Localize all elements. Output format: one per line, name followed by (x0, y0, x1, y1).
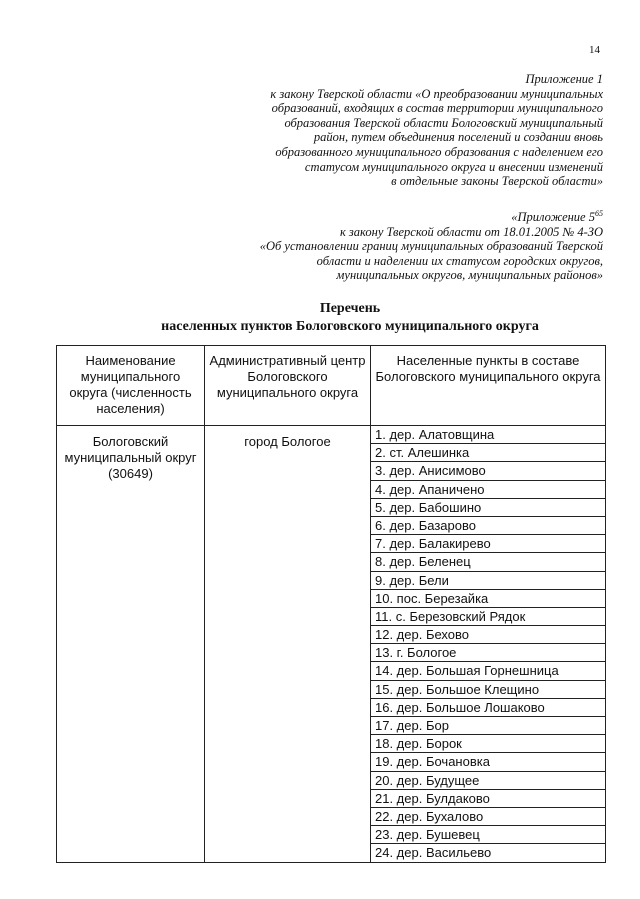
list-item: 3. дер. Анисимово (371, 462, 605, 480)
center-cell: город Бологое (205, 426, 371, 863)
annex-1-line: к закону Тверской области «О преобразовании муниципальных (270, 86, 603, 101)
header-district: Наименование муниципального округа (численность населения) (57, 346, 205, 426)
title-line-2: населенных пунктов Бологовского муниципального округа (161, 319, 539, 334)
settlements-table (56, 345, 606, 863)
document-title (100, 300, 600, 336)
header-settlements: Населенные пункты в составе Бологовского муниципального округа (371, 346, 606, 426)
annex-2-reference (223, 210, 603, 283)
list-item: 21. дер. Булдаково (371, 790, 605, 808)
page-number: 14 (589, 44, 600, 56)
list-item: 9. дер. Бели (371, 572, 605, 590)
list-item: 22. дер. Бухалово (371, 808, 605, 826)
header-center: Административный центр Бологовского муниципального округа (205, 346, 371, 426)
list-item: 24. дер. Васильево (375, 845, 492, 861)
annex-2-heading (223, 210, 603, 225)
annex-2-line: области и наделении их статусом городских округов, (316, 253, 603, 268)
list-item: 8. дер. Беленец (371, 553, 605, 571)
annex-2-heading-sup: 65 (595, 208, 603, 218)
list-item: 13. г. Бологое (371, 644, 605, 662)
list-item: 17. дер. Бор (371, 717, 605, 735)
annex-2-heading-text: «Приложение 5 (511, 210, 595, 224)
table-header-row (57, 346, 606, 426)
title-line-1: Перечень (319, 301, 381, 316)
list-item: 20. дер. Будущее (371, 772, 605, 790)
list-item: 15. дер. Большое Клещино (371, 681, 605, 699)
list-item: 11. с. Березовский Рядок (371, 608, 605, 626)
settlements-list (371, 426, 605, 862)
annex-1-line: Приложение 1 (525, 72, 603, 86)
list-item: 2. ст. Алешинка (371, 444, 605, 462)
list-item: 23. дер. Бушевец (371, 826, 605, 844)
annex-1-line: образованного муниципального образования с наделением его (275, 144, 603, 159)
list-item: 12. дер. Бехово (371, 626, 605, 644)
annex-2-line: «Об установлении границ муниципальных образований Тверской (259, 239, 603, 254)
district-cell: Бологовский муниципальный округ (30649) (57, 426, 205, 863)
table-row (57, 426, 606, 863)
annex-1-line: в отдельные законы Тверской области» (391, 174, 603, 189)
list-item: 6. дер. Базарово (371, 517, 605, 535)
list-item: 7. дер. Балакирево (371, 535, 605, 553)
list-item: 1. дер. Алатовщина (371, 426, 605, 444)
list-item: 4. дер. Апаничено (371, 481, 605, 499)
list-item: 10. пос. Березайка (371, 590, 605, 608)
annex-1-line: статусом муниципального округа и внесении изменений (304, 159, 603, 174)
list-item: 19. дер. Бочановка (371, 753, 605, 771)
list-item: 14. дер. Большая Горнешница (371, 662, 605, 680)
annex-2-line: к закону Тверской области от 18.01.2005 № 4-ЗО (339, 224, 603, 239)
list-item: 16. дер. Большое Лошаково (371, 699, 605, 717)
settlements-cell (371, 426, 606, 863)
annex-1-line: образований, входящих в состав территории муниципального (271, 101, 603, 116)
annex-1-reference (223, 72, 603, 189)
annex-2-line: муниципальных округов, муниципальных районов» (336, 268, 603, 283)
annex-1-line: район, путем объединения поселений и создании вновь (313, 130, 603, 145)
list-item: 5. дер. Бабошино (371, 499, 605, 517)
annex-1-line: образования Тверской области Бологовский муниципальный (284, 115, 603, 130)
list-item: 18. дер. Борок (371, 735, 605, 753)
